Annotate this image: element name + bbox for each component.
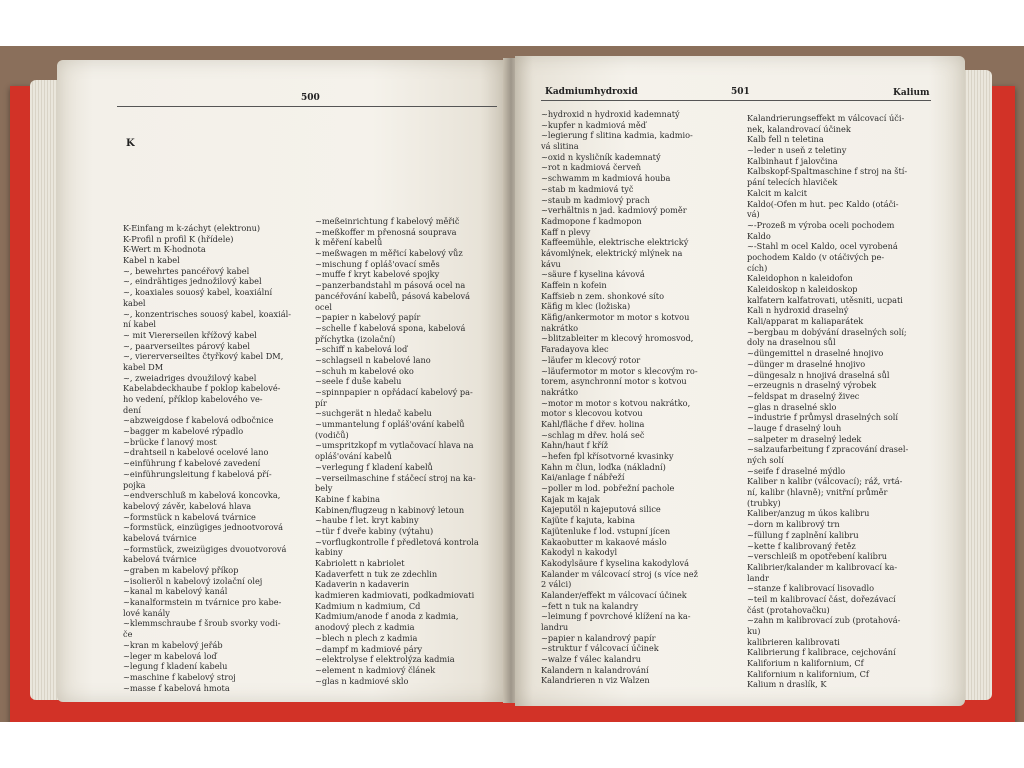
- dictionary-line: ~kanal m kabelový kanál: [123, 586, 228, 597]
- dictionary-line: Kaldo: [747, 230, 771, 241]
- dictionary-line: ~staub m kadmiový prach: [541, 194, 650, 205]
- dictionary-line: Kahn/haut f kříž: [541, 440, 609, 451]
- dictionary-line: Kalifornium n kalifornium, Cf: [747, 668, 869, 679]
- left-header-rule: [117, 106, 497, 107]
- dictionary-line: Kabriolett n kabriolet: [315, 558, 405, 568]
- dictionary-line: ho vedení, příklop kabelového ve-: [123, 394, 263, 404]
- dictionary-line: ~papier n kalandrový papír: [541, 632, 656, 643]
- dictionary-line: Kabelabdeckhaube f poklop kabelové-: [123, 383, 281, 394]
- dictionary-line: ~, koaxiales souosý kabel, koaxiální: [123, 287, 273, 298]
- dictionary-line: ~lauge f draselný louh: [747, 422, 842, 433]
- dictionary-line: ~einführungsleitung f kabelová pří-: [123, 468, 272, 479]
- dictionary-line: ~schelle f kabelová spona, kabelová: [315, 322, 466, 333]
- dictionary-line: kávu: [541, 258, 561, 269]
- dictionary-line: ~schlagseil n kabelové lano: [315, 354, 431, 365]
- dictionary-line: Kabel n kabel: [123, 255, 180, 266]
- dictionary-line: ~muffe f kryt kabelové spojky: [315, 269, 440, 280]
- dictionary-line: ~feldspat m draselný živec: [747, 390, 860, 401]
- dictionary-line: ~meßkoffer m přenosná souprava: [315, 226, 457, 237]
- dictionary-line: dení: [123, 404, 141, 415]
- dictionary-line: Kaffein n kofein: [541, 280, 607, 290]
- dictionary-line: ~leder n useň z teletiny: [747, 145, 847, 156]
- dictionary-line: Kaffeemühle, elektrische elektrický: [541, 237, 689, 248]
- dictionary-line: Kalandern n kalandrování: [541, 664, 649, 675]
- dictionary-line: Kalb fell n teletina: [747, 134, 824, 145]
- dictionary-line: ~, zweiadriges dvoužilový kabel: [123, 372, 257, 383]
- right-page-number: 501: [731, 87, 750, 97]
- dictionary-line: ~formstück, zweizügiges dvouotvorová: [123, 543, 287, 554]
- dictionary-line: Kadmium n kadmium, Cd: [315, 600, 421, 611]
- dictionary-line: Kaliber/anzug m úkos kalibru: [747, 508, 870, 519]
- dictionary-line: torem, asynchronní motor s kotvou: [541, 376, 687, 387]
- dictionary-line: Kadaverin n kadaverin: [315, 579, 410, 590]
- dictionary-line: Käfig m klec (ložiska): [541, 301, 631, 312]
- dictionary-line: kabelová tvárnice: [123, 532, 197, 543]
- dictionary-line: ~bergbau m dobývání draselných solí;: [747, 326, 907, 337]
- dictionary-line: ~walze f válec kalandru: [541, 654, 641, 665]
- dictionary-line: ~abzweigdose f kabelová odbočnice: [123, 415, 274, 426]
- dictionary-line: ~meßeinrichtung f kabelový měřič: [315, 216, 460, 226]
- dictionary-line: ~hydroxid n hydroxid kademnatý: [541, 109, 680, 119]
- dictionary-line: ~kette f kalibrovaný řetěz: [747, 540, 856, 551]
- dictionary-line: lové kanály: [123, 607, 170, 618]
- dictionary-line: pání telecích hlaviček: [747, 177, 838, 188]
- dictionary-line: ~oxid n kysličník kademnatý: [541, 151, 661, 162]
- dictionary-line: Kalander/effekt m válcovací účinek: [541, 589, 687, 600]
- dictionary-line: ~dampf m kadmiové páry: [315, 643, 423, 654]
- dictionary-line: ~brücke f lanový most: [123, 436, 217, 447]
- dictionary-line: doly na draselnou sůl: [747, 337, 836, 348]
- dictionary-line: ~schuh m kabelové oko: [315, 365, 414, 376]
- dictionary-line: cích): [747, 262, 768, 273]
- dictionary-line: ~verschleiß m opotřebení kalibru: [747, 551, 888, 562]
- dictionary-line: kabiny: [315, 547, 343, 558]
- section-letter: K: [126, 138, 135, 149]
- dictionary-line: vá slitina: [541, 141, 579, 152]
- dictionary-line: ~glas n kadmiové sklo: [315, 675, 409, 686]
- dictionary-line: pír: [315, 397, 327, 408]
- dictionary-line: ~meßwagen m měřicí kabelový vůz: [315, 248, 463, 259]
- dictionary-line: K-Wert m K-hodnota: [123, 244, 206, 255]
- dictionary-line: landr: [747, 572, 769, 583]
- dictionary-line: 2 válci): [541, 579, 572, 590]
- dictionary-line: kabelový závěr, kabelová hlava: [123, 500, 252, 511]
- dictionary-line: Kadmium/anode f anoda z kadmia,: [315, 611, 459, 622]
- dictionary-line: Kabine f kabina: [315, 493, 381, 504]
- dictionary-line: ~industrie f průmysl draselných solí: [747, 412, 899, 423]
- dictionary-line: bely: [315, 483, 333, 494]
- dictionary-line: Kali/apparat m kaliaparátek: [747, 316, 864, 327]
- dictionary-line: k měření kabelů: [315, 237, 383, 248]
- dictionary-line: ~säure f kyselina kávová: [541, 269, 645, 280]
- dictionary-line: Kajak m kajak: [541, 493, 600, 504]
- dictionary-line: ~rot n kadmiová červeň: [541, 162, 642, 173]
- dictionary-line: pancéřování kabelů, pásová kabelová: [315, 290, 471, 301]
- dictionary-line: ~endverschluß m kabelová koncovka,: [123, 490, 281, 501]
- dictionary-line: Kakodylsäure f kyselina kakodylová: [541, 557, 690, 568]
- right-page: [515, 56, 965, 706]
- dictionary-line: ~glas n draselné sklo: [747, 401, 837, 412]
- dictionary-line: kabel: [123, 297, 146, 308]
- dictionary-line: Kaffsieb n zem. shonkové síto: [541, 290, 665, 301]
- dictionary-line: Kalander m válcovací stroj (s více než: [541, 568, 698, 579]
- dictionary-line: kávomlýnek, elektrický mlýnek na: [541, 247, 683, 258]
- right-header-left: Kadmiumhydroxid: [545, 87, 638, 97]
- dictionary-line: ocel: [315, 301, 332, 312]
- dictionary-line: ~poller m lod. pobřežní pachole: [541, 483, 675, 494]
- dictionary-line: ~isolieröl n kabelový izolační olej: [123, 575, 263, 586]
- dictionary-line: Kahl/fläche f dřev. holina: [541, 418, 645, 429]
- dictionary-line: pochodem Kaldo (v otáčivých pe-: [747, 251, 885, 262]
- dictionary-line: vá): [747, 209, 760, 220]
- dictionary-line: ~legierung f slitina kadmia, kadmio-: [541, 130, 693, 141]
- dictionary-line: Kalbinhaut f jalovčina: [747, 155, 838, 166]
- dictionary-line: ~schwamm m kadmiová houba: [541, 173, 671, 184]
- right-column-1: [541, 109, 698, 686]
- dictionary-line: ~erzeugnis n draselný výrobek: [747, 380, 877, 391]
- dictionary-line: ~leger m kabelová loď: [123, 650, 217, 661]
- dictionary-line: pojka: [123, 479, 146, 490]
- dictionary-line: motor s klecovou kotvou: [541, 408, 643, 419]
- dictionary-line: nakrátko: [541, 386, 579, 397]
- dictionary-line: ~dorn m kalibrový trn: [747, 519, 840, 530]
- dictionary-line: Kaleidoskop n kaleidoskop: [747, 284, 858, 294]
- dictionary-line: ~füllung f zaplnění kalibru: [747, 529, 859, 540]
- dictionary-line: ~elektrolyse f elektrolýza kadmia: [315, 654, 455, 665]
- dictionary-line: ~-Stahl m ocel Kaldo, ocel vyrobená: [747, 241, 898, 252]
- dictionary-line: ~mischung f opláš'ovací směs: [315, 258, 440, 269]
- dictionary-line: če: [123, 629, 133, 640]
- dictionary-line: ~läufermotor m motor s klecovým ro-: [541, 365, 698, 376]
- dictionary-line: ~masse f kabelová hmota: [123, 682, 230, 693]
- dictionary-line: ~leimung f povrchové klížení na ka-: [541, 611, 691, 622]
- dictionary-line: ~salpeter m draselný ledek: [747, 433, 862, 444]
- dictionary-line: ~vorflugkontrolle f předletová kontrola: [315, 536, 479, 547]
- dictionary-line: ~läufer m klecový rotor: [541, 354, 641, 365]
- dictionary-line: ~hefen fpl křísotvorné kvasinky: [541, 451, 674, 461]
- dictionary-line: Kadaverfett n tuk ze zdechlin: [315, 568, 438, 579]
- left-page: [57, 60, 507, 702]
- dictionary-line: ~stanze f kalibrovací lisovadlo: [747, 583, 875, 594]
- dictionary-line: ~verlegung f kladení kabelů: [315, 461, 433, 472]
- dictionary-line: ~ummantelung f opláš'ování kabelů: [315, 419, 465, 430]
- dictionary-line: ~tür f dveře kabiny (výtahu): [315, 525, 434, 536]
- dictionary-line: ~suchgerät n hledač kabelu: [315, 408, 432, 419]
- dictionary-line: ~dünger m draselné hnojivo: [747, 358, 866, 369]
- dictionary-line: ~element n kadmiový článek: [315, 664, 436, 675]
- dictionary-line: K-Einfang m k-záchyt (elektronu): [123, 223, 261, 233]
- dictionary-line: ných solí: [747, 455, 784, 465]
- dictionary-line: ní, kalibr (hlavně); vnitřní průměr: [747, 487, 888, 498]
- dictionary-line: ~verhältnis n jad. kadmiový poměr: [541, 205, 687, 216]
- dictionary-line: Kalbskopf-Spaltmaschine f stroj na ští-: [747, 166, 908, 177]
- dictionary-line: ~kanalformstein m tvárnice pro kabe-: [123, 597, 282, 608]
- dictionary-line: ~umspritzkopf m vytlačovací hlava na: [315, 440, 474, 451]
- dictionary-line: Kajütenluke f lod. vstupní jícen: [541, 525, 671, 536]
- dictionary-line: ~teil m kalibrovací část, dořezávací: [747, 593, 896, 604]
- dictionary-line: Kai/anlage f nábřeží: [541, 472, 625, 483]
- dictionary-line: Käfig/ankermotor m motor s kotvou: [541, 312, 690, 323]
- left-column-2: [315, 216, 479, 686]
- dictionary-line: Kaliforium n kalifornium, Cf: [747, 658, 864, 669]
- dictionary-line: ~kupfer n kadmiová měď: [541, 119, 646, 130]
- dictionary-line: Kahn m člun, loďka (nákladní): [541, 461, 666, 472]
- dictionary-line: Kakodyl n kakodyl: [541, 547, 618, 558]
- right-column-2: [747, 113, 908, 690]
- dictionary-line: Kalcit m kalcit: [747, 187, 808, 198]
- dictionary-line: Kaliber n kalibr (válcovací); ráž, vrtá-: [747, 476, 903, 487]
- dictionary-line: ~formstück n kabelová tvárnice: [123, 511, 256, 522]
- dictionary-line: kalfatern kalfatrovati, utěsniti, ucpati: [747, 294, 903, 305]
- dictionary-line: K-Profil n profil K (hřídele): [123, 233, 234, 244]
- dictionary-line: ~-Prozeß m výroba oceli pochodem: [747, 219, 895, 230]
- dictionary-line: Kaleidophon n kaleidofon: [747, 273, 853, 284]
- dictionary-line: ~düngemittel n draselné hnojivo: [747, 348, 884, 359]
- dictionary-line: nek, kalandrovací účinek: [747, 123, 851, 134]
- dictionary-line: Kaff n plevy: [541, 226, 591, 237]
- dictionary-line: ~motor m motor s kotvou nakrátko,: [541, 397, 691, 408]
- dictionary-line: ~maschine f kabelový stroj: [123, 671, 236, 682]
- dictionary-line: příchytka (izolační): [315, 333, 396, 344]
- dictionary-line: Kabinen/flugzeug n kabinový letoun: [315, 504, 465, 515]
- dictionary-line: kalibrieren kalibrovati: [747, 636, 840, 647]
- dictionary-line: ~schiff n kabelová loď: [315, 344, 408, 355]
- dictionary-line: Kalandrierungseffekt m válcovací úči-: [747, 113, 905, 123]
- dictionary-line: ~drahtseil n kabelové ocelové lano: [123, 447, 269, 458]
- dictionary-line: kabel DM: [123, 361, 164, 372]
- dictionary-line: nakrátko: [541, 322, 579, 333]
- dictionary-line: ~seele f duše kabelu: [315, 376, 402, 387]
- dictionary-line: ~verseilmaschine f stáčecí stroj na ka-: [315, 472, 476, 483]
- dictionary-line: část (protahovačku): [747, 604, 830, 615]
- dictionary-line: ku): [747, 626, 761, 636]
- dictionary-line: Kadmopone f kadmopon: [541, 215, 642, 226]
- dictionary-line: Faradayova klec: [541, 344, 609, 355]
- dictionary-line: Kakaobutter m kakaové máslo: [541, 536, 667, 547]
- dictionary-line: ~struktur f válcovací účinek: [541, 643, 659, 654]
- page-edges-left: [30, 80, 60, 700]
- dictionary-line: ~fett n tuk na kalandry: [541, 600, 639, 611]
- dictionary-line: ~düngesalz n hnojivá draselná sůl: [747, 369, 890, 380]
- dictionary-line: ~blech n plech z kadmia: [315, 632, 418, 643]
- dictionary-line: ~stab m kadmiová tyč: [541, 183, 634, 194]
- dictionary-line: ~spinnpapier n opřádací kabelový pa-: [315, 387, 473, 397]
- dictionary-line: ní kabel: [123, 319, 157, 330]
- left-column-1: [123, 223, 291, 693]
- dictionary-line: kabelová tvárnice: [123, 554, 197, 565]
- dictionary-line: Kalibrierung f kalibrace, cejchování: [747, 647, 896, 658]
- dictionary-line: ~salzaufarbeitung f zpracování drasel-: [747, 444, 909, 455]
- dictionary-line: ~seife f draselné mýdlo: [747, 465, 846, 476]
- dictionary-line: Kaldo(-Ofen m hut. pec Kaldo (otáči-: [747, 198, 899, 209]
- dictionary-line: ~haube f let. kryt kabiny: [315, 515, 419, 526]
- dictionary-line: ~graben m kabelový příkop: [123, 565, 239, 575]
- dictionary-line: ~bagger m kabelové rýpadlo: [123, 426, 244, 437]
- dictionary-line: ~legung f kladení kabelu: [123, 661, 228, 672]
- page-edges-right: [962, 70, 992, 700]
- dictionary-line: (trubky): [747, 497, 781, 508]
- right-header-rule: [541, 100, 931, 101]
- dictionary-line: ~klemmschraube f šroub svorky vodi-: [123, 618, 281, 629]
- dictionary-line: opláš'ování kabelů: [315, 451, 392, 462]
- dictionary-line: ~blitzableiter m klecový hromosvod,: [541, 333, 694, 344]
- dictionary-line: ~, bewehrtes pancéřový kabel: [123, 265, 250, 276]
- dictionary-line: ~papier n kabelový papír: [315, 312, 421, 323]
- dictionary-line: ~, konzentrisches souosý kabel, koaxiál-: [123, 308, 291, 319]
- dictionary-line: Kajüte f kajuta, kabina: [541, 515, 636, 526]
- dictionary-line: ~kran m kabelový jeřáb: [123, 639, 223, 650]
- dictionary-line: Kalandrieren n viz Walzen: [541, 675, 650, 686]
- dictionary-line: ~formstück, einzügiges jednootvorová: [123, 522, 284, 533]
- dictionary-line: ~schlag m dřev. holá seč: [541, 429, 645, 440]
- dictionary-line: Kalium n draslík, K: [747, 679, 827, 690]
- dictionary-line: Kajeputöl n kajeputová silice: [541, 504, 661, 515]
- dictionary-line: anodový plech z kadmia: [315, 622, 415, 633]
- dictionary-line: ~zahn m kalibrovací zub (protahová-: [747, 615, 901, 626]
- dictionary-line: ~einführung f kabelové zavedení: [123, 458, 261, 469]
- dictionary-line: ~, viererverseiltes čtyřkový kabel DM,: [123, 351, 284, 362]
- right-header-right: Kalium: [893, 88, 930, 98]
- dictionary-line: landru: [541, 622, 569, 632]
- dictionary-line: ~panzerbandstahl m pásová ocel na: [315, 280, 466, 291]
- dictionary-line: Kalibrier/kalander m kalibrovací ka-: [747, 561, 898, 572]
- dictionary-line: (vodičů): [315, 429, 349, 440]
- left-page-number: 500: [301, 93, 320, 103]
- dictionary-line: Kali n hydroxid draselný: [747, 305, 849, 316]
- dictionary-line: kadmieren kadmiovati, podkadmiovati: [315, 590, 475, 601]
- dictionary-line: ~, eindrähtiges jednožilový kabel: [123, 276, 262, 287]
- dictionary-line: ~, paarverseiltes párový kabel: [123, 340, 250, 351]
- dictionary-line: ~ mit Viererseilen křížový kabel: [123, 329, 257, 340]
